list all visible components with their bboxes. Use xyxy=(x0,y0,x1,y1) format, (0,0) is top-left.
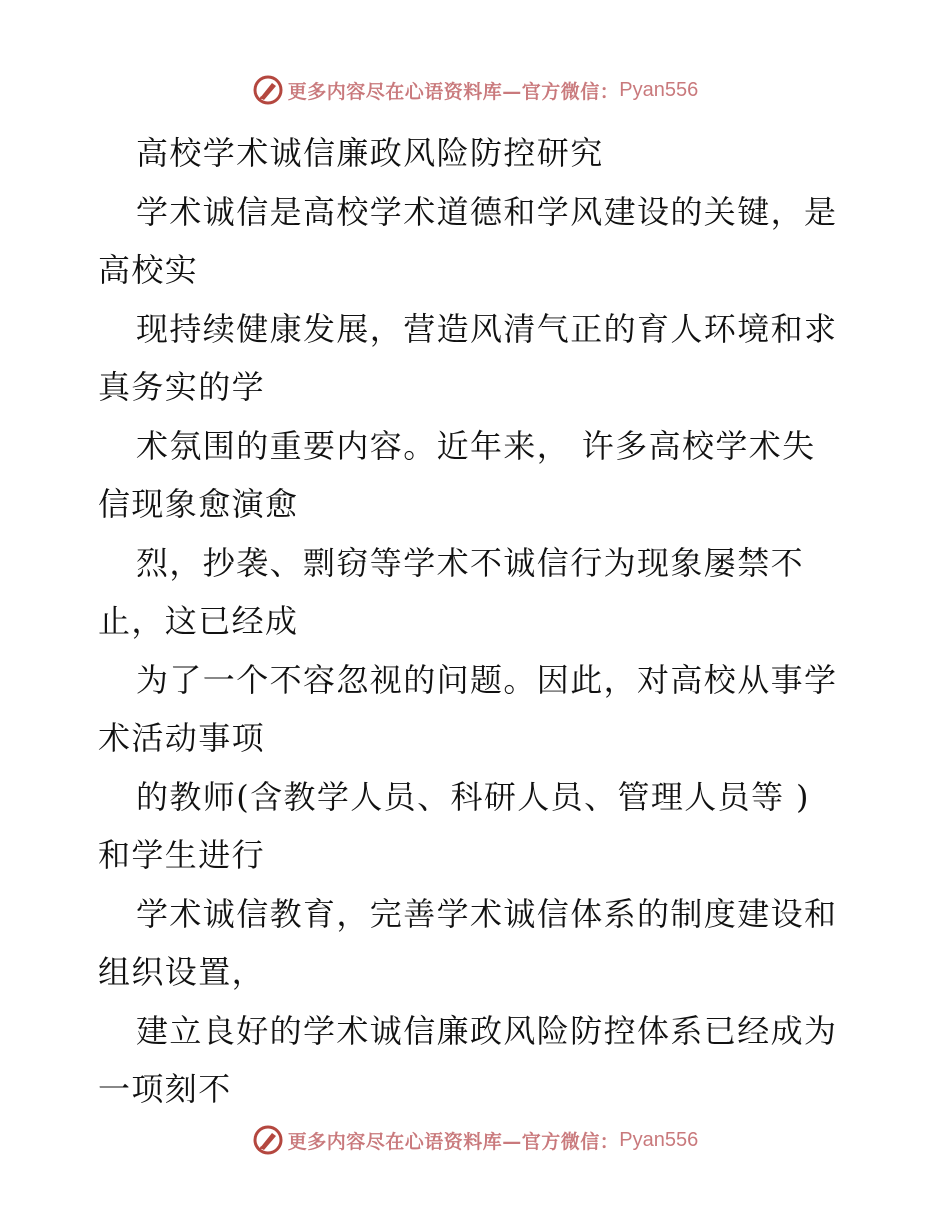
paragraph-line: 组织设置， xyxy=(98,953,266,991)
footer-watermark xyxy=(0,1120,950,1160)
header-watermark xyxy=(0,70,950,110)
watermark-text: 更多内容尽在心语资料库—官方微信： xyxy=(287,80,620,103)
pen-logo-icon xyxy=(252,74,284,106)
paragraph-line: 现持续健康发展，营造风清气正的育人环境和求 xyxy=(136,309,838,348)
paragraph-line: 和学生进行 xyxy=(98,836,266,874)
paragraph-line: 学术诚信教育，完善学术诚信体系的制度建设和 xyxy=(136,894,838,933)
watermark-wechat-id: Pyan556 xyxy=(619,78,699,101)
watermark-wechat-id: Pyan556 xyxy=(619,1128,699,1151)
paragraph-line: 术氛围的重要内容。近年来， 许多高校学术失 xyxy=(136,426,816,465)
paragraph-line: 高校实 xyxy=(98,251,199,289)
document-body xyxy=(98,124,858,1119)
paragraph-line: 真务实的学 xyxy=(98,368,266,406)
paragraph-line: 信现象愈演愈 xyxy=(98,485,299,523)
paragraph-line: 建立良好的学术诚信廉政风险防控体系已经成为 xyxy=(136,1011,838,1050)
paragraph-line: 的教师(含教学人员、科研人员、管理人员等 ) xyxy=(136,777,810,816)
pen-logo-icon xyxy=(252,1124,284,1156)
watermark-text: 更多内容尽在心语资料库—官方微信： xyxy=(287,1130,620,1153)
paragraph-line: 止，这已经成 xyxy=(98,602,299,640)
paragraph-line: 一项刻不 xyxy=(98,1070,232,1108)
paragraph-line: 术活动事项 xyxy=(98,719,266,757)
document-title: 高校学术诚信廉政风险防控研究 xyxy=(136,134,604,172)
paragraph-line: 学术诚信是高校学术道德和学风建设的关键，是 xyxy=(136,192,838,231)
paragraph-line: 烈，抄袭、剽窃等学术不诚信行为现象屡禁不 xyxy=(136,543,805,582)
paragraph-line: 为了一个不容忽视的问题。因此，对高校从事学 xyxy=(136,660,838,699)
